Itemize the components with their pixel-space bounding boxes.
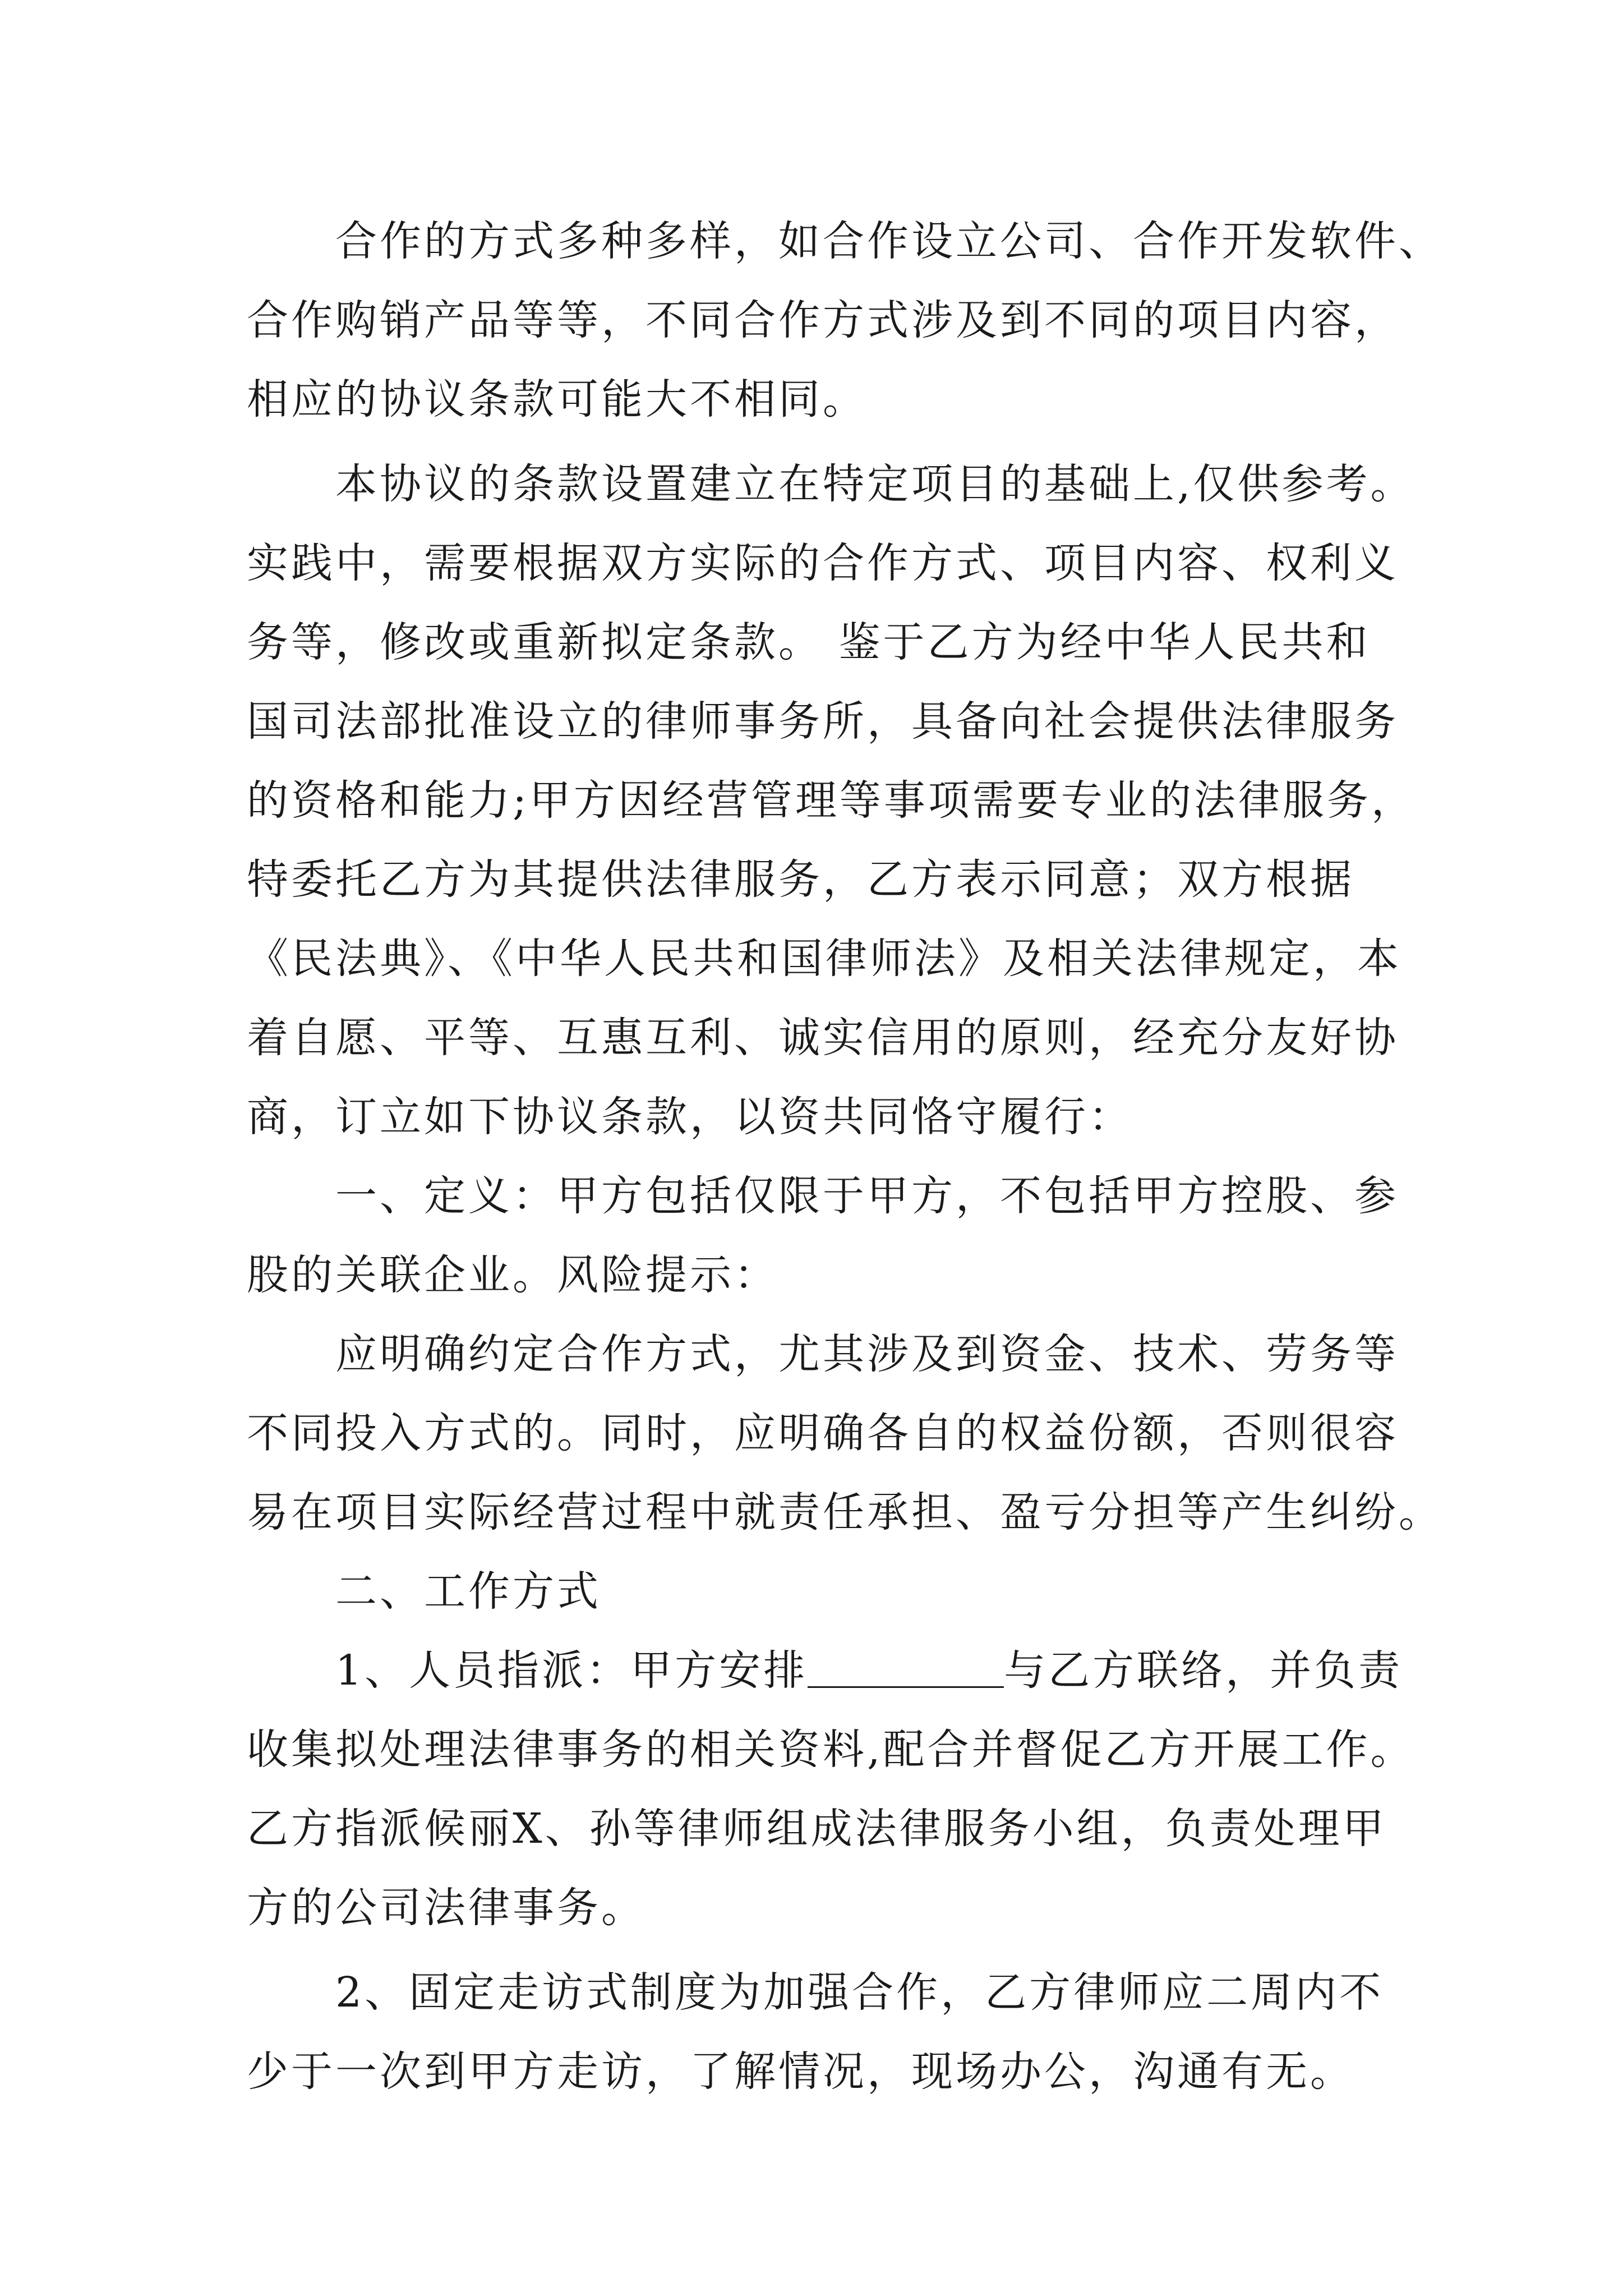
section-heading: 二、工作方式 (335, 1567, 601, 1616)
text-line: 方的公司法律事务。 (247, 1884, 645, 1932)
text-line: 应明确约定合作方式，尤其涉及到资金、技术、劳务等 (335, 1330, 1399, 1378)
text-line: 一、定义：甲方包括仅限于甲方，不包括甲方控股、参 (335, 1172, 1399, 1220)
text-line: 着自愿、平等、互惠互利、诚实信用的原则，经充分友好协 (247, 1014, 1399, 1062)
text-line: 股的关联企业。风险提示： (247, 1251, 778, 1299)
fill-in-blank (808, 1653, 1004, 1688)
paragraph-visit-system (247, 1953, 1408, 2111)
text-line: 合作的方式多种多样，如合作设立公司、合作开发软件、 (335, 217, 1443, 265)
paragraph-definition (247, 1157, 1408, 1315)
paragraph-personnel-assignment (247, 1631, 1415, 1948)
text-line: 实践中，需要根据双方实际的合作方式、项目内容、权利义 (247, 539, 1399, 587)
text-line: 商，订立如下协议条款，以资共同恪守履行： (247, 1093, 1133, 1141)
text-segment: 1、人员指派：甲方安排 (335, 1646, 808, 1695)
paragraph-preamble (247, 445, 1415, 1157)
text-line: 的资格和能力;甲方因经营管理等事项需要专业的法律服务， (247, 776, 1415, 825)
text-line: 特委托乙方为其提供法律服务，乙方表示同意；双方根据 (247, 855, 1354, 904)
text-line: 相应的协议条款可能大不相同。 (247, 375, 867, 424)
paragraph-risk-notice (247, 1315, 1443, 1552)
text-line: 务等，修改或重新拟定条款。 鉴于乙方为经中华人民共和 (247, 618, 1371, 666)
text-line: 不同投入方式的。同时，应明确各自的权益份额，否则很容 (247, 1409, 1399, 1457)
paragraph-cooperation-methods (247, 202, 1443, 439)
heading-work-method (247, 1552, 1408, 1631)
text-line: 2、固定走访式制度为加强合作，乙方律师应二周内不 (335, 1968, 1384, 2017)
text-line: 国司法部批准设立的律师事务所，具备向社会提供法律服务 (247, 697, 1399, 746)
text-line: 易在项目实际经营过程中就责任承担、盈亏分担等产生纠纷。 (247, 1488, 1443, 1536)
text-line: 收集拟处理法律事务的相关资料,配合并督促乙方开展工作。 (247, 1726, 1415, 1774)
text-segment: 与乙方联络，并负责 (1004, 1646, 1403, 1695)
text-line: 《民法典》、《中华人民共和国律师法》及相关法律规定，本 (247, 935, 1401, 983)
text-line: 合作购销产品等等，不同合作方式涉及到不同的项目内容， (247, 296, 1399, 344)
text-line: 乙方指派候丽X、孙等律师组成法律服务小组，负责处理甲 (247, 1805, 1387, 1853)
text-line: 少于一次到甲方走访，了解情况，现场办公，沟通有无。 (247, 2047, 1354, 2096)
text-line: 本协议的条款设置建立在特定项目的基础上,仅供参考。 (335, 460, 1415, 508)
text-line (247, 1631, 1408, 1710)
document-body (247, 202, 1443, 2111)
